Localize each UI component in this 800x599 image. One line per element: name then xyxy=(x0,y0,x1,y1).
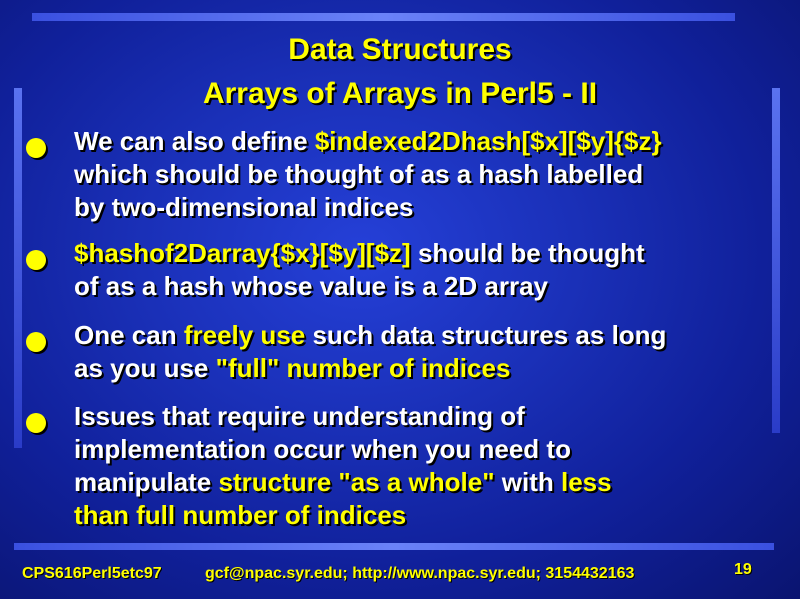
contact-info: gcf@npac.syr.edu; http://www.npac.syr.edu; 3154432163 xyxy=(205,565,635,582)
bullet-line xyxy=(74,191,794,224)
highlighted-text: $indexed2Dhash[$x][$y]{$z} xyxy=(314,126,662,156)
bullet-line xyxy=(74,125,794,158)
line-text: implementation occur when you need to xyxy=(74,434,571,464)
line-text: by two-dimensional indices xyxy=(74,192,414,222)
slide-subtitle: Arrays of Arrays in Perl5 - II xyxy=(202,77,598,110)
line-text: such data structures as long xyxy=(305,320,667,350)
line-text: should be thought xyxy=(410,238,645,268)
line-text: We can also define xyxy=(74,126,315,156)
bullet-dot-icon xyxy=(26,332,46,352)
bullet-line xyxy=(74,400,794,433)
line-text: manipulate xyxy=(74,467,219,497)
bullet-line xyxy=(74,352,794,385)
top-decor-bar xyxy=(32,13,735,21)
highlighted-text: freely use xyxy=(183,320,306,350)
highlighted-text: than full number of indices xyxy=(74,500,407,530)
bullet-dot-icon xyxy=(26,138,46,158)
slide-title: Data Structures xyxy=(288,33,512,66)
line-text: One can xyxy=(74,320,184,350)
bullet-line xyxy=(74,499,794,532)
bullet-line xyxy=(74,319,794,352)
highlighted-text: structure "as a whole" xyxy=(218,467,495,497)
page-number: 19 xyxy=(734,561,752,578)
bullet-dot-icon xyxy=(26,250,46,270)
bullet-line xyxy=(74,158,794,191)
highlighted-text: "full" number of indices xyxy=(215,353,511,383)
line-text: which should be thought of as a hash labelled xyxy=(74,159,644,189)
bullet-line xyxy=(74,466,794,499)
bullet-line xyxy=(74,270,794,303)
bullet-dot-icon xyxy=(26,413,46,433)
highlighted-text: $hashof2Darray{$x}[$y][$z] xyxy=(74,238,411,268)
line-text: Issues that require understanding of xyxy=(74,401,525,431)
left-decor-bar xyxy=(14,88,22,448)
line-text: of as a hash whose value is a 2D array xyxy=(74,271,549,301)
bullet-line xyxy=(74,433,794,466)
bottom-decor-bar xyxy=(14,543,774,550)
line-text: as you use xyxy=(74,353,216,383)
line-text: with xyxy=(494,467,561,497)
highlighted-text: less xyxy=(561,467,612,497)
course-code: CPS616Perl5etc97 xyxy=(22,565,162,582)
bullet-line xyxy=(74,237,794,270)
